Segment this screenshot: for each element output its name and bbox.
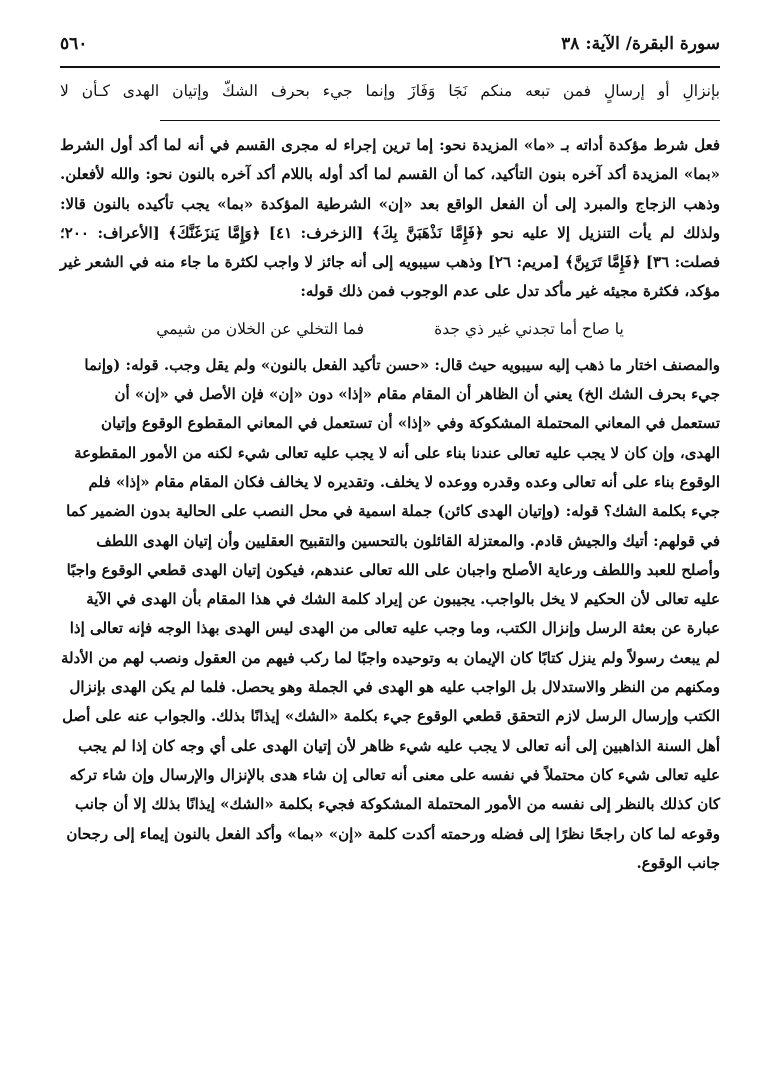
commentary-paragraph-1: فعل شرط مؤكدة أداته بـ «ما» المزيدة نحو: إما ترين إجراء له مجرى القسم في أنه لما أكد أول الشرط «بما» المزيدة أكد آخره بنون التأكيد، كما أن القسم لما أكد أوله باللام أكد آخره بالنون نحو: والله لأفعلن. وذهب الزجاج والمبرد إلى أن الفعل الواقع بعد «إن» الشرطية المؤكدة «بما» يجب تأكيده بالنون قالا: ولذلك لم يأت التنزيل إلا عليه نحو ﴿فَإِمَّا نَذْهَبَنَّ بِكَ﴾ [الزخرف: ٤١] ﴿وَإِمَّا يَنزَغَنَّكَ﴾ [الأعراف: ٢٠٠؛ فصلت: ٣٦] ﴿فَإِمَّا تَرَيِنَّ﴾ [مريم: ٢٦] وذهب سيبويه إلى أنه جائز لا واجب لكثرة ما جاء منه في الشعر غير مؤكد، فكثرة مجيئه غير مأكد تدل على عدم الوجوب فمن ذلك قوله: [60,136,720,301]
verse-second-hemistich: فما التخلي عن الخلان من شيمي [156,319,365,338]
page [60,34,720,1054]
footnote-divider [160,120,720,121]
poetry-verse [60,307,720,351]
page-number: ٥٦٠ [60,34,88,54]
commentary-paragraph-2: والمصنف اختار ما ذهب إليه سيبويه حيث قال: «حسن تأكيد الفعل بالنون» ولم يقل وجب. قوله: (وإنما جيء بحرف الشك الخ) يعني أن الظاهر أن المقام مقام «إذا» دون «إن» فإن الأصل في «إن» أن تستعمل في المعاني المحتملة المشكوكة وفي «إذا» أن تستعمل في المعاني المقطوع الوقوع وإتيان الهدى، وإن كان لا يجب عليه تعالى عندنا بناء على أنه لا يجب عليه تعالى شيء لكنه من الأمور المقطوعة الوقوع بناء على أنه تعالى وعده وقدره ووعده لا يخلف. وتقديره لا يخالف فكان المقام مقام «إذا» فلم جيء بكلمة الشك؟ قوله: (وإتيان الهدى كائن) جملة اسمية في محل النصب على الحالية بدون الضمير كما في قولهم: أتيك والجيش قادم. والمعتزلة القائلون بالتحسين والتقبيح العقليين وأن إتيان الهدى اللطف وأصلح للعبد واللطف ورعاية الأصلح واجبان على الله تعالى عندهم، فيكون إتيان الهدى قطعي الوقوع واجبًا عليه تعالى لأن الحكيم لا يخل بالواجب. يجيبون عن إيراد كلمة الشك في هذا المقام بأن الهدى في الآية عبارة عن بعثة الرسل وإنزال الكتب، وما وجب عليه تعالى من الهدى ليس الهدى بهذا الوجه فإنه تعالى إذا لم يبعث رسولاً ولم ينزل كتابًا كان الإيمان به وتوحيده واجبًا لما ركب فيهم من العقول ونصب لهم من الأدلة ومكنهم من النظر والاستدلال بل الواجب عليه هو الهدى في الجملة وهو يحصل. فلما لم يكن الهدى بإنزال الكتب وإرسال الرسل لازم التحقق قطعي الوقوع جيء بكلمة «الشك» إيذانًا بذلك. والجواب عنه على أصل أهل السنة الذاهبين إلى أنه تعالى لا يجب عليه شيء ظاهر لأن إتيان الهدى على أي وجه كان إذا لم يجب عليه تعالى شيء كان محتملاً في نفسه على معنى أنه تعالى إن شاء هدى بالإنزال والإرسال وإن شاء تركه كان كذلك بالنظر إلى نفسه من الأمور المحتملة المشكوكة فجيء بكلمة «الشك» إيذانًا بذلك إلا أن جانب وقوعه لما كان راجحًا نظرًا إلى فضله ورحمته أكدت كلمة «إن» «بما» وأكد الفعل بالنون إيماء إلى رجحان جانب الوقوع. [60,355,720,872]
surah-ayah-title: سورة البقرة/ الآية: ٣٨ [561,34,720,54]
page-header [60,34,720,64]
main-text-line: بإنزالِ أو إرسالٍ فمن تبعه منكم نَجَا وَفَازَ وإنما جيء بحرف الشكّ وإتيان الهدى كـأن لا [60,82,720,100]
verse-first-hemistich: يا صاح أما تجدني غير ذي جدة [434,319,624,338]
header-divider [60,66,720,68]
